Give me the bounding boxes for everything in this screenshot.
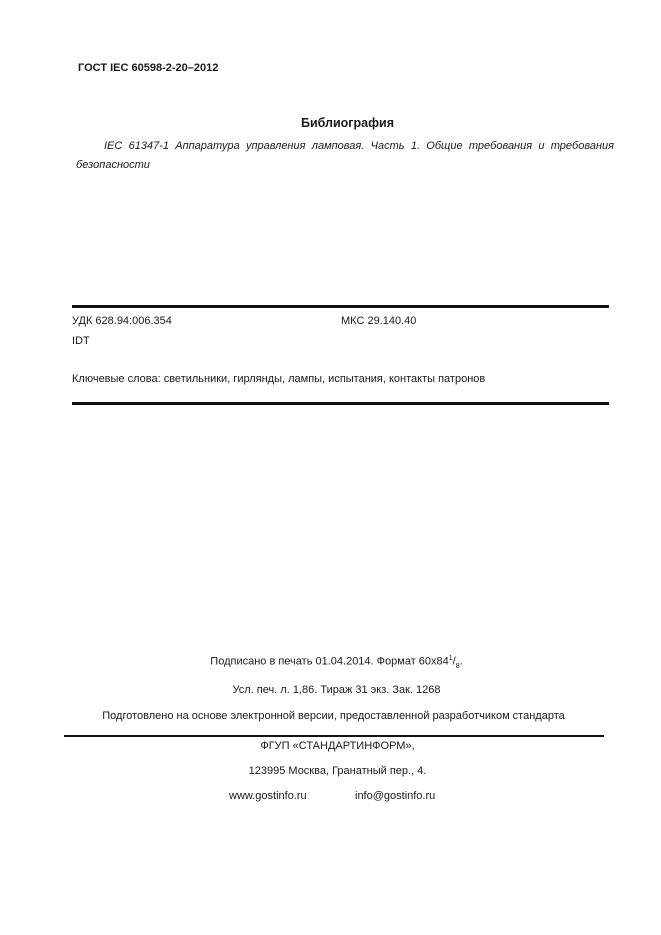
print-info: Усл. печ. л. 1,86. Тираж 31 экз. Зак. 1268 [232, 684, 441, 696]
imprint-divider [64, 735, 604, 737]
website-link[interactable]: www.gostinfo.ru [229, 790, 307, 802]
bibliography-entry [76, 137, 614, 175]
publisher-address: 123995 Москва, Гранатный пер., 4. [248, 765, 427, 777]
signed-for-print: Подписано в печать 01.04.2014. Формат $60x84^1/_8$. [210, 655, 463, 670]
keywords: Ключевые слова: светильники, гирлянды, лампы, испытания, контакты патронов [72, 373, 486, 385]
idt-label: IDT [72, 335, 90, 347]
bibliography-title: Библиография [300, 116, 395, 130]
bibliography-entry-line1: IEC 61347-1 Аппаратура управления ламповая. Часть 1. Общие требования и требования [104, 140, 614, 152]
publisher-name: ФГУП «СТАНДАРТИНФОРМ», [260, 740, 415, 752]
email-link[interactable]: info@gostinfo.ru [355, 790, 436, 802]
top-thick-divider [72, 305, 609, 308]
bibliography-entry-line2: безопасности [76, 159, 150, 171]
bottom-thick-divider [72, 402, 609, 405]
prepared-note: Подготовлено на основе электронной версии, предоставленной разработчиком стандарта [102, 710, 565, 722]
mks-code: МКС 29.140.40 [341, 315, 417, 327]
udk-code: УДК 628.94:006.354 [72, 315, 172, 327]
format-denominator: 8 [455, 662, 460, 670]
format-numerator: 1 [448, 655, 453, 662]
standard-code-header: ГОСТ IEC 60598-2-20–2012 [78, 62, 219, 74]
format-end: . [459, 655, 463, 668]
signed-text: Подписано в печать 01.04.2014. Формат 60x84 [210, 655, 449, 668]
